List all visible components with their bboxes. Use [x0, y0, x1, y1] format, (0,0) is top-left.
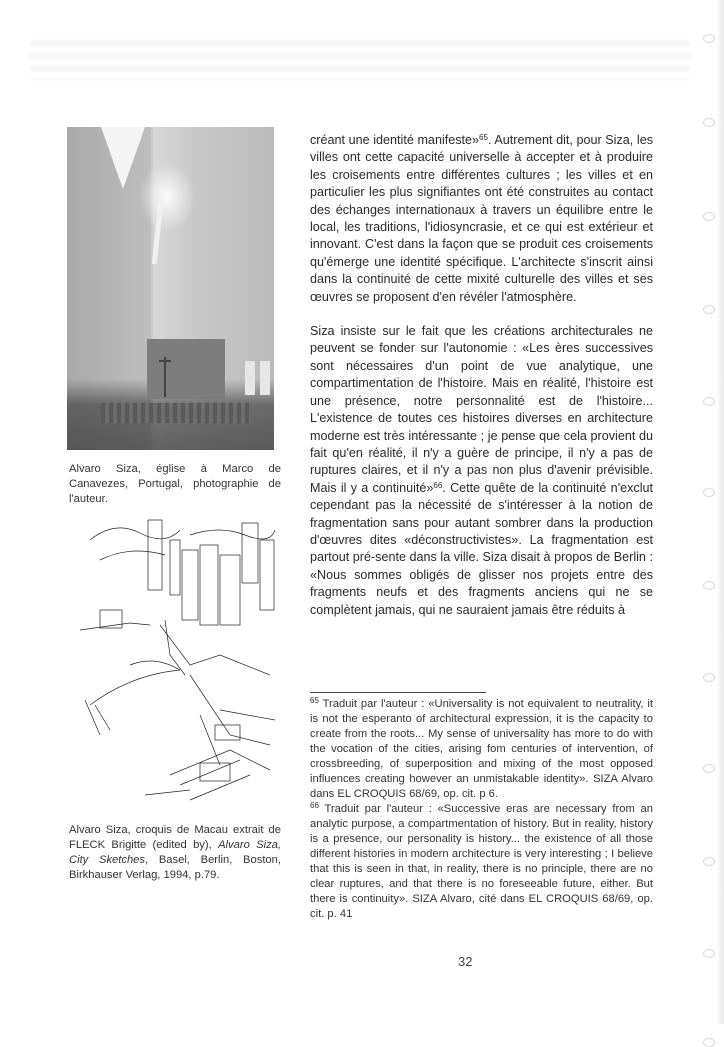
punch-hole [703, 488, 715, 497]
caption-text: Alvaro Siza, croquis de Macau extrait de FLECK Brigitte (edited by), [69, 824, 281, 851]
footnote-text: Traduit par l'auteur : «Universality is not equivalent to neutrality, it is not the esperanto of architectural expression, it is the capacity to create from the roots... My sense of universality has more to do with the vocation of the cities, arising fom centuries of intervention, of crossbreeding, of superposition and mixing of the most opposed influences creating however an unmistakable identity». SIZA Alvaro dans EL CROQUIS 68/69, op. cit. p 6. [310, 698, 653, 800]
text: Siza insiste sur le fait que les créations architecturales ne peuvent se fonder sur l'autonomie : «Les ères successives sont nécessaires d'un point de vue analytique, une compartimentation de l'histoire. Mais en réalité, l'histoire est une présence, notre personnalité est de l'histoire... L'existence de toutes ces histoires diverses en architecture moderne est très intéressante ; je pense que cela provient du fait qu'en réalité, il n'y a guère de principe, il n'y a pas de ruptures claires, et il n'y a pas non plus d'avenir prévisible. Mais il y a continuité» [310, 324, 653, 495]
altar-wall [147, 339, 225, 399]
footnote-66 [310, 802, 653, 922]
text: . Autrement dit, pour Siza, les villes ont cette capacité universelle à accepter et à produire les croisements entre différentes cultures ; les villes et en particulier les plus signifiantes ont été construites au contact des échanges internationaux à travers un équilibre entre le local, les traditions, l'idiosyncrasie, et ce qui est extérieur et innovant. C'est dans la façon que se produit ces croisements qu'émerge une identité spécifique. L'architecte s'inscrit ainsi dans la continuité de cette mixité culturelle des villes et ses œuvres se proposent d'en révéler l'atmosphère. [310, 133, 653, 304]
punch-hole [703, 305, 715, 314]
footnote-text: Traduit par l'auteur : «Successive eras are necessary from an analytic purpose, a compartmentation of history. But in reality, history is a presence, our personality is history... the existence of all those different histories in modern architecture is very interesting ; I believe that this is seen in that, in reality, there is no principle, there are no clear ruptures, and that there is no foreseeable future, either. But there is continuity». SIZA Alvaro, cité dans EL CROQUIS 68/69, op. cit. p. 41 [310, 803, 653, 920]
macau-sketch [70, 505, 280, 805]
footnote-ref-65[interactable]: 65 [479, 133, 488, 142]
window [260, 361, 270, 395]
text: créant une identité manifeste» [310, 133, 480, 147]
cross-icon-bar [159, 360, 171, 362]
skylight-shape [101, 127, 145, 189]
caption-book-title: Alvaro Siza, City Sketches [69, 839, 281, 866]
window [245, 361, 255, 395]
caption-text: , Basel, Berlin, Boston, Birkhauser Verlag, 1994, p.79. [69, 854, 281, 881]
punch-hole [703, 949, 715, 958]
bleed-through-text [30, 40, 690, 80]
punch-hole [703, 764, 715, 773]
punch-hole [703, 34, 715, 43]
photo-caption: Alvaro Siza, église à Marco de Canavezes, Portugal, photographie de l'auteur. [69, 463, 281, 505]
footnote-number: 65 [310, 696, 319, 705]
footnote-ref-66[interactable]: 66 [433, 480, 443, 490]
page-edge [718, 0, 724, 1024]
church-photo [67, 127, 274, 450]
light-slit [152, 202, 164, 264]
punch-hole [703, 118, 715, 127]
paragraph-1 [310, 132, 653, 306]
page-number: 32 [458, 954, 473, 969]
pews [101, 403, 251, 423]
punch-hole [703, 212, 715, 221]
sketch-caption [69, 823, 281, 883]
footnote-65 [310, 697, 653, 802]
cross-icon [164, 357, 166, 397]
body-text [310, 132, 653, 619]
punch-hole [703, 857, 715, 866]
punch-hole [703, 397, 715, 406]
footnote-number: 66 [310, 801, 319, 810]
punch-hole [703, 1038, 715, 1047]
footnote-separator [310, 692, 486, 693]
punch-hole [703, 581, 715, 590]
text: . Cette quête de la continuité n'exclut cependant pas la nécessité de s'intéresser à la notion de fragmentation sans pour autant sombrer dans la production d'œuvres dites «déconstructivistes». La fragmentation est partout pré-sente dans la ville. Siza disait à propos de Berlin : «Nous sommes obligés de glisser nos projets entre des fragments neufs et des fragments anciens qui ne se complètent jamais, qui ne sauraient jamais être réduits à [310, 480, 653, 617]
paragraph-2 [310, 323, 653, 619]
footnotes [310, 697, 653, 922]
punch-hole [703, 673, 715, 682]
